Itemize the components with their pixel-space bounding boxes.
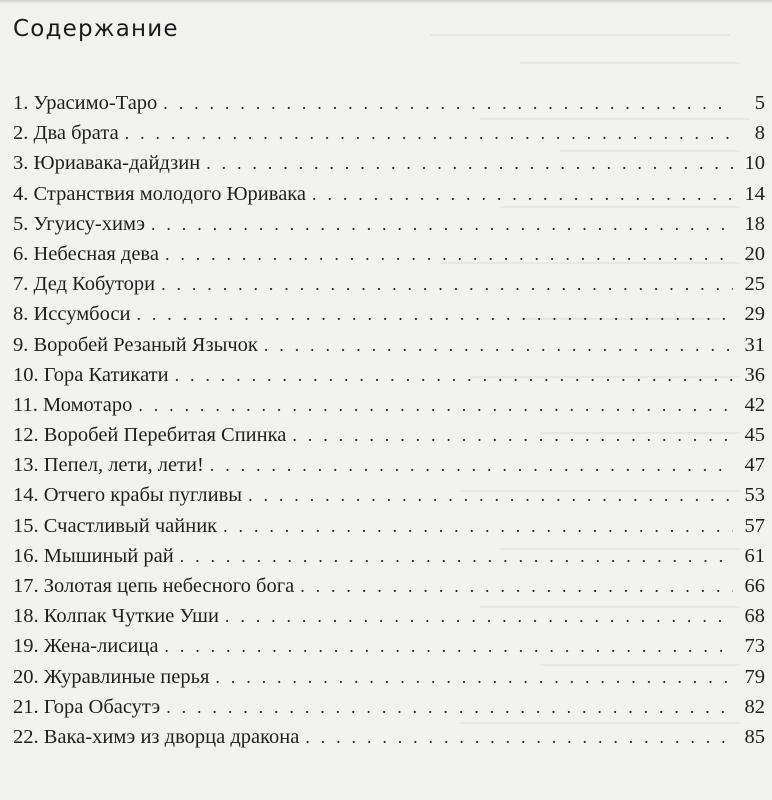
toc-entry-title: 15. Счастливый чайник bbox=[13, 514, 218, 537]
leader-dots bbox=[165, 239, 733, 269]
leader-dots bbox=[138, 390, 733, 420]
toc-entry[interactable] bbox=[13, 179, 765, 209]
toc-entry[interactable] bbox=[13, 450, 765, 480]
toc-entry-title: 16. Мышиный рай bbox=[13, 544, 174, 567]
toc-entry[interactable] bbox=[13, 118, 765, 148]
toc-entry-page: 31 bbox=[744, 333, 765, 356]
toc-entry-title: 4. Странствия молодого Юривака bbox=[13, 182, 307, 205]
toc-entry-title: 5. Угуису-химэ bbox=[13, 212, 145, 235]
toc-entry-title: 2. Два брата bbox=[13, 122, 119, 145]
page-title: Содержание bbox=[13, 16, 179, 42]
leader-dots bbox=[264, 330, 733, 360]
toc-entry-title: 11. Момотаро bbox=[13, 393, 133, 416]
toc-entry-page: 20 bbox=[744, 242, 765, 265]
leader-dots bbox=[305, 722, 733, 752]
toc-entry[interactable] bbox=[13, 390, 765, 420]
toc-entry[interactable] bbox=[13, 209, 765, 239]
toc-entry-page: 25 bbox=[744, 273, 765, 296]
toc-entry[interactable] bbox=[13, 480, 765, 510]
toc-entry-page: 82 bbox=[744, 695, 765, 718]
leader-dots bbox=[166, 692, 733, 722]
toc-entry-page: 10 bbox=[744, 152, 765, 175]
toc-entry-page: 85 bbox=[744, 725, 765, 748]
toc-entry-page: 68 bbox=[744, 605, 765, 628]
toc-entry-title: 8. Иссумбоси bbox=[13, 303, 131, 326]
toc-entry[interactable] bbox=[13, 631, 765, 661]
leader-dots bbox=[312, 179, 733, 209]
leader-dots bbox=[163, 88, 733, 118]
leader-dots bbox=[136, 299, 733, 329]
toc-entry-title: 12. Воробей Перебитая Спинка bbox=[13, 424, 287, 447]
toc-entry-title: 22. Вака-химэ из дворца дракона bbox=[13, 725, 300, 748]
toc-entry-title: 19. Жена-лисица bbox=[13, 635, 159, 658]
toc-entry[interactable] bbox=[13, 330, 765, 360]
leader-dots bbox=[151, 209, 733, 239]
leader-dots bbox=[210, 450, 733, 480]
leader-dots bbox=[180, 541, 733, 571]
toc-entry[interactable] bbox=[13, 269, 765, 299]
leader-dots bbox=[225, 601, 733, 631]
toc-entry-page: 66 bbox=[744, 575, 765, 597]
toc-entry-title: 10. Гора Катикати bbox=[13, 363, 169, 386]
toc-entry[interactable] bbox=[13, 88, 765, 118]
toc-entry-title: 1. Урасимо-Таро bbox=[13, 92, 158, 114]
toc-entry-title: 9. Воробей Резаный Язычок bbox=[13, 333, 258, 356]
toc-entry-page: 5 bbox=[754, 92, 765, 114]
toc-entry-page: 29 bbox=[744, 303, 765, 326]
table-of-contents bbox=[13, 88, 765, 752]
toc-entry[interactable] bbox=[13, 420, 765, 450]
toc-entry[interactable] bbox=[13, 360, 765, 390]
toc-entry-title: 13. Пепел, лети, лети! bbox=[13, 454, 204, 477]
toc-entry-page: 36 bbox=[744, 363, 765, 386]
toc-entry-page: 18 bbox=[744, 212, 765, 235]
toc-entry-title: 6. Небесная дева bbox=[13, 242, 159, 265]
toc-entry-title: 17. Золотая цепь небесного бога bbox=[13, 575, 295, 597]
toc-entry[interactable] bbox=[13, 511, 765, 541]
leader-dots bbox=[292, 420, 733, 450]
leader-dots bbox=[164, 631, 733, 661]
leader-dots bbox=[300, 571, 733, 601]
toc-entry[interactable] bbox=[13, 148, 765, 178]
toc-entry-page: 42 bbox=[744, 393, 765, 416]
leader-dots bbox=[161, 269, 733, 299]
leader-dots bbox=[215, 662, 733, 692]
toc-entry-title: 14. Отчего крабы пугливы bbox=[13, 484, 243, 507]
toc-entry-page: 45 bbox=[744, 424, 765, 447]
leader-dots bbox=[125, 118, 733, 148]
toc-entry-page: 8 bbox=[754, 122, 765, 145]
leader-dots bbox=[206, 148, 733, 178]
toc-entry[interactable] bbox=[13, 662, 765, 692]
toc-entry-page: 61 bbox=[744, 544, 765, 567]
toc-entry-title: 20. Журавлиные перья bbox=[13, 665, 210, 688]
toc-entry-title: 21. Гора Обасутэ bbox=[13, 695, 161, 718]
toc-entry[interactable] bbox=[13, 541, 765, 571]
toc-entry-page: 53 bbox=[744, 484, 765, 507]
toc-entry-title: 18. Колпак Чуткие Уши bbox=[13, 605, 219, 628]
toc-entry-page: 14 bbox=[744, 182, 765, 205]
leader-dots bbox=[223, 511, 733, 541]
toc-entry[interactable] bbox=[13, 299, 765, 329]
toc-entry-title: 7. Дед Кобутори bbox=[13, 273, 156, 296]
leader-dots bbox=[248, 480, 733, 510]
toc-entry[interactable] bbox=[13, 571, 765, 601]
toc-entry-page: 79 bbox=[744, 665, 765, 688]
toc-entry-page: 73 bbox=[744, 635, 765, 658]
toc-entry-page: 57 bbox=[744, 514, 765, 537]
toc-entry-page: 47 bbox=[744, 454, 765, 477]
toc-entry[interactable] bbox=[13, 722, 765, 752]
toc-entry[interactable] bbox=[13, 601, 765, 631]
toc-entry[interactable] bbox=[13, 239, 765, 269]
toc-entry[interactable] bbox=[13, 692, 765, 722]
toc-entry-title: 3. Юриавака-дайдзин bbox=[13, 152, 201, 175]
leader-dots bbox=[175, 360, 733, 390]
